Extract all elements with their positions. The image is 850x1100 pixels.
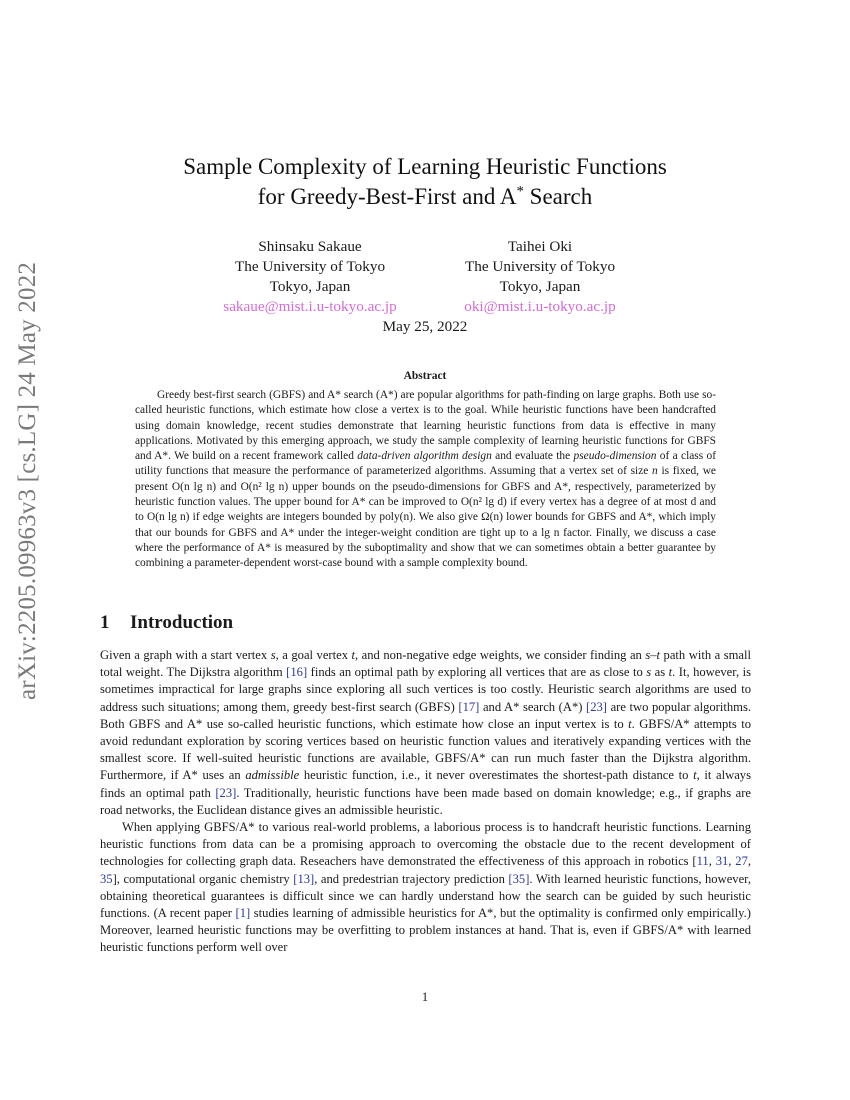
text: ], computational organic chemistry: [112, 871, 294, 886]
author-affiliation: The University of Tokyo: [234, 258, 386, 275]
title-text: Search: [523, 184, 593, 209]
text: . With learned heuristic functions, however, obtaining theoretical guarantees is difficult since we can hardly understand how the search can be guided by such heuristic functions. (A recent paper: [100, 871, 752, 921]
section-title: Introduction: [130, 612, 234, 633]
text: studies learning of admissible heuristics for A*, but the optimality is confirmed only empirically.) Moreover, learned heuristic functions may be overfitting to problem instances at hand. That is, even if GBFS/A* with learned heuristic functions perform well over: [100, 906, 752, 955]
math-var: t: [668, 665, 673, 680]
abstract-text: of a class of utility functions that measure the performance of parameterized algorithms. Assuming that a vertex set of size: [135, 450, 717, 478]
author-name: Taihei Oki: [507, 238, 573, 255]
math-var: n: [652, 465, 658, 478]
math-var: t: [693, 768, 697, 783]
math-var: s: [646, 665, 652, 680]
abstract-emphasis: pseudo-dimension: [573, 450, 657, 463]
text: . GBFS/A* attempts to avoid redundant exploration by scoring vertices based on heuristic function values and iteratively expanding vertices with the smallest score. If well-suited heuristic functions are available, GBFS/A* can run much faster than the Dijkstra algorithm. Furthermore, if A* uses an: [100, 716, 751, 783]
author-1: [195, 237, 425, 317]
author-email-link[interactable]: sakaue@mist.i.u-tokyo.ac.jp: [223, 298, 397, 315]
text: When applying GBFS/A* to various real-world problems, a laborious process is to handcraft heuristic functions. Learning heuristic functions from data can be a promising approach to overcoming the obstacle due to the recent development of technologies for collecting graph data. Reseachers have demonstrated the effectiveness of this approach in robotics [: [100, 820, 751, 869]
text: Given a graph with a start vertex: [100, 648, 271, 662]
arxiv-stamp: arXiv:2205.09963v3 [cs.LG] 24 May 2022: [14, 261, 41, 700]
abstract-text: and evaluate the: [491, 450, 574, 463]
text: , a goal vertex: [275, 648, 352, 662]
citation-link[interactable]: [23]: [215, 785, 237, 800]
abstract-text: Greedy best-first search (GBFS) and A* search (A*) are popular algorithms for path-finding on large graphs. Both use so-called heuristic functions, which estimate how close a vertex is to the goal. While heuristic functions have been handcrafted using domain knowledge, recent studies demonstrate that learning heuristic functions from data is effective in many applications. Motivated by this emerging approach, we study the sample complexity of learning heuristic functions for GBFS and A*. We build on a recent framework called: [135, 389, 716, 463]
author-email-link[interactable]: oki@mist.i.u-tokyo.ac.jp: [464, 298, 616, 315]
title-star: *: [516, 183, 524, 200]
text: path with a small total weight. The Dijkstra algorithm: [100, 648, 752, 680]
title-text: for Greedy-Best-First and A: [257, 184, 517, 209]
math-var: t: [628, 716, 632, 731]
text: heuristic function, i.e., it never overestimates the shortest-path distance to: [299, 768, 694, 783]
citation-link[interactable]: [23]: [586, 699, 607, 714]
section-number: 1: [100, 612, 110, 633]
abstract-heading: Abstract: [403, 370, 447, 382]
citation-link[interactable]: 27: [735, 854, 748, 869]
paragraph: When applying GBFS/A* to various real-world problems, a laborious process is to handcraft heuristic functions. Learning heuristic functions from data can be a promising approach to overcoming the obstacle due to the recent development of technologies for collecting graph data. Reseachers have demonstrated the effectiveness of this approach in robotics [11, 31, 27, 35], computational organic chemistry [13], and predestrian trajectory prediction [35]. With learned heuristic functions, however, obtaining theoretical guarantees is difficult since we can hardly understand how the search can be guided by such heuristic functions. (A recent paper [1] studies learning of admissible heuristics for A*, but the optimality is confirmed only empirically.) Moreover, learned heuristic functions may be overfitting to problem instances at hand. That is, even if GBFS/A* with learned heuristic functions perform well over: [100, 820, 752, 955]
citation-link[interactable]: [35]: [508, 871, 530, 886]
text: as: [651, 665, 669, 680]
paper-title: [0, 152, 850, 212]
author-affiliation: The University of Tokyo: [464, 258, 616, 275]
paper-date: May 25, 2022: [382, 318, 468, 335]
text: and A* search (A*): [479, 699, 587, 714]
citation-link[interactable]: [17]: [458, 699, 480, 714]
math-var: t: [351, 648, 356, 662]
text: . It, however, is sometimes impractical for large graphs since exploring all such vertices is too costly. Heuristic search algorithms are used to address such situations; among them, greedy best-first search (GBFS): [100, 665, 751, 714]
citation-link[interactable]: [16]: [286, 665, 308, 680]
math-var: s–t: [645, 648, 661, 662]
citation-link[interactable]: 11: [696, 854, 709, 869]
abstract-emphasis: data-driven algorithm design: [357, 450, 492, 463]
citation-link[interactable]: 31: [715, 854, 729, 869]
emphasis: admissible: [245, 768, 300, 783]
title-line-2: [0, 182, 850, 212]
title-line-1: Sample Complexity of Learning Heuristic Functions: [183, 154, 667, 179]
paragraph: [100, 647, 751, 819]
citation-link[interactable]: [1]: [235, 906, 251, 921]
section-heading: [100, 612, 233, 634]
intro-body: [100, 647, 751, 957]
text: , it always finds an optimal path: [100, 768, 751, 800]
page-number: 1: [421, 990, 429, 1004]
text: , and predestrian trajectory prediction: [314, 871, 509, 886]
text: , and non-negative edge weights, we consider finding an: [355, 648, 646, 662]
author-location: Tokyo, Japan: [269, 278, 351, 295]
text: . Traditionally, heuristic functions have been made based on domain knowledge; e.g., if graphs are road networks, the Euclidean distance gives an admissible heuristic.: [100, 785, 751, 817]
author-2: [425, 237, 655, 317]
abstract-body: [135, 388, 716, 572]
citation-link[interactable]: 35: [100, 871, 113, 886]
text: are two popular algorithms. Both GBFS and A* use so-called heuristic functions, which estimate how close an input vertex is to: [100, 699, 752, 731]
text: finds an optimal path by exploring all vertices that are as close to: [307, 665, 647, 680]
author-block: [0, 237, 850, 317]
author-name: Shinsaku Sakaue: [258, 238, 362, 255]
author-location: Tokyo, Japan: [499, 278, 581, 295]
abstract-text: is fixed, we present O(n lg n) and O(n² lg n) upper bounds on the pseudo-dimensions for GBFS and A*, respectively, parameterized by heuristic function values. The upper bound for A* can be improved to O(n² lg d) if every vertex has a degree of at most d and to O(n lg n) if edge weights are integers bounded by poly(n). We also give Ω(n) lower bounds for GBFS and A*, which imply that our bounds for GBFS and A* under the integer-weight condition are tight up to a lg n factor. Finally, we discuss a case where the performance of A* is measured by the suboptimality and show that we can sometimes obtain a better guarantee by combining a parameter-dependent worst-case bound with a sample complexity bound.: [135, 465, 716, 570]
citation-link[interactable]: [13]: [293, 871, 315, 886]
math-var: s: [270, 648, 276, 662]
